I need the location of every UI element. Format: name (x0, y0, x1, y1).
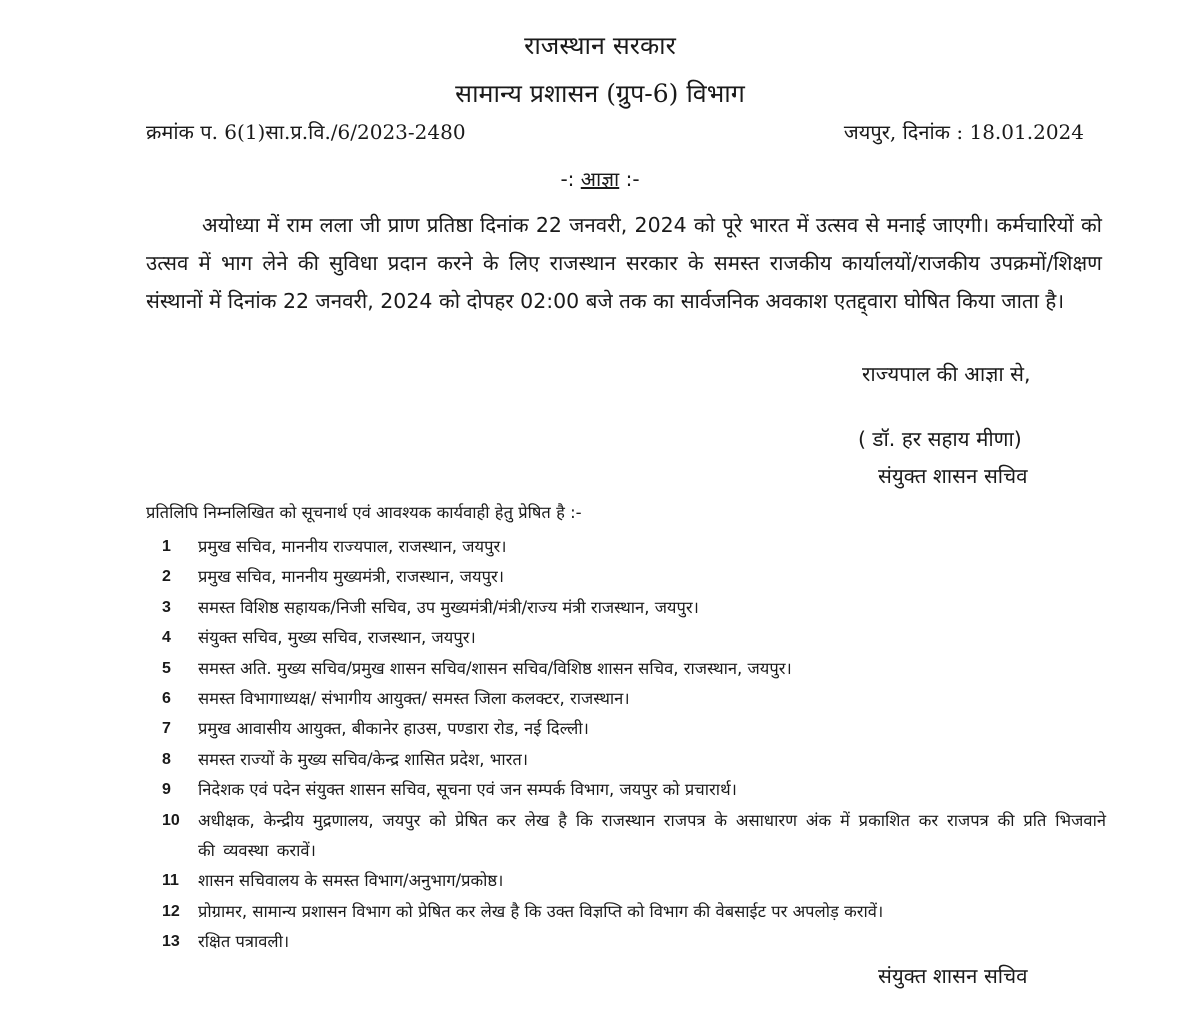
list-item (146, 927, 1106, 957)
list-item-number: 6 (162, 690, 171, 708)
list-item-number: 12 (162, 902, 180, 920)
list-item (146, 593, 1106, 623)
list-item-number: 11 (162, 872, 179, 890)
order-title-text: आज्ञा (580, 167, 620, 191)
list-item (146, 654, 1106, 684)
department-heading: सामान्य प्रशासन (ग्रुप-6) विभाग (455, 79, 745, 108)
list-item-number: 1 (162, 538, 171, 555)
list-item-text: प्रमुख सचिव, माननीय मुख्यमंत्री, राजस्थान, जयपुर। (198, 567, 504, 587)
list-item-text: रक्षित पत्रावली। (198, 932, 290, 952)
list-item (146, 532, 1106, 562)
list-item (146, 775, 1106, 805)
signatory-name: ( डॉ. हर सहाय मीणा) (858, 427, 1022, 451)
list-item-text: समस्त अति. मुख्य सचिव/प्रमुख शासन सचिव/शासन सचिव/विशिष्ठ शासन सचिव, राजस्थान, जयपुर। (198, 658, 792, 678)
list-item-text: शासन सचिवालय के समस्त विभाग/अनुभाग/प्रकोष्ठ। (198, 871, 504, 891)
copy-to-list (146, 532, 1106, 958)
final-signatory-designation: संयुक्त शासन सचिव (878, 964, 1028, 988)
order-title-suffix: :- (619, 167, 640, 191)
signatory-designation: संयुक्त शासन सचिव (878, 464, 1028, 488)
list-item-number: 13 (162, 933, 180, 951)
list-item (146, 745, 1106, 775)
list-item-text: संयुक्त सचिव, मुख्य सचिव, राजस्थान, जयपुर। (198, 628, 476, 648)
list-item (146, 684, 1106, 714)
list-item (146, 866, 1106, 896)
list-item-number: 3 (162, 598, 171, 616)
list-item-number: 9 (162, 781, 171, 799)
list-item-number: 5 (162, 659, 171, 677)
list-item-text: समस्त राज्यों के मुख्य सचिव/केन्द्र शासित प्रदेश, भारत। (198, 749, 529, 769)
list-item-number: 7 (162, 720, 171, 738)
list-item-text: प्रमुख सचिव, माननीय राज्यपाल, राजस्थान, जयपुर। (198, 537, 507, 556)
reference-number: क्रमांक प. 6(1)सा.प्र.वि./6/2023-2480 (146, 120, 466, 144)
list-item-number: 8 (162, 750, 171, 768)
list-item-text: समस्त विभागाध्यक्ष/ संभागीय आयुक्त/ समस्त जिला कलक्टर, राजस्थान। (198, 689, 630, 709)
by-order-of-governor: राज्यपाल की आज्ञा से, (862, 362, 1031, 386)
government-heading: राजस्थान सरकार (524, 31, 676, 60)
order-title-prefix: -: (560, 167, 581, 191)
list-item-text: निदेशक एवं पदेन संयुक्त शासन सचिव, सूचना एवं जन सम्पर्क विभाग, जयपुर को प्रचारार्थ। (198, 780, 737, 800)
list-item-number: 10 (162, 811, 180, 829)
list-item (146, 897, 1106, 927)
order-body: अयोध्या में राम लला जी प्राण प्रतिष्ठा दिनांक 22 जनवरी, 2024 को पूरे भारत में उत्सव से मनाई जाएगी। कर्मचारियों को उत्सव में भाग लेने की सुविधा प्रदान करने के लिए राजस्थान सरकार के समस्त राजकीय कार्यालयों/राजकीय उपक्रमों/शिक्षण संस्थानों में दिनांक 22 जनवरी, 2024 को दोपहर 02:00 बजे तक का सार्वजनिक अवकाश एतद्द्वारा घोषित किया जाता है। (146, 213, 1102, 313)
list-item (146, 623, 1106, 653)
order-title (0, 165, 1200, 192)
list-item (146, 714, 1106, 744)
copy-to-heading: प्रतिलिपि निम्नलिखित को सूचनार्थ एवं आवश्यक कार्यवाही हेतु प्रेषित है :- (146, 503, 582, 522)
list-item-text: समस्त विशिष्ठ सहायक/निजी सचिव, उप मुख्यमंत्री/मंत्री/राज्य मंत्री राजस्थान, जयपुर। (198, 597, 699, 617)
list-item-number: 2 (162, 568, 171, 586)
list-item (146, 806, 1106, 867)
list-item-number: 4 (162, 629, 171, 647)
list-item-text: प्रोग्रामर, सामान्य प्रशासन विभाग को प्रेषित कर लेख है कि उक्त विज्ञप्ति को विभाग की वेबसाईट पर अपलोड़ करावें। (198, 901, 884, 921)
list-item (146, 562, 1106, 592)
list-item-text: प्रमुख आवासीय आयुक्त, बीकानेर हाउस, पण्डारा रोड, नई दिल्ली। (198, 719, 589, 739)
list-item-text: अधीक्षक, केन्द्रीय मुद्रणालय, जयपुर को प्रेषित कर लेख है कि राजस्थान राजपत्र के असाधारण अंक में प्रकाशित कर राजपत्र की प्रति भिजवाने की व्यवस्था करावें। (198, 810, 1106, 861)
place-date: जयपुर, दिनांक : 18.01.2024 (843, 120, 1084, 144)
